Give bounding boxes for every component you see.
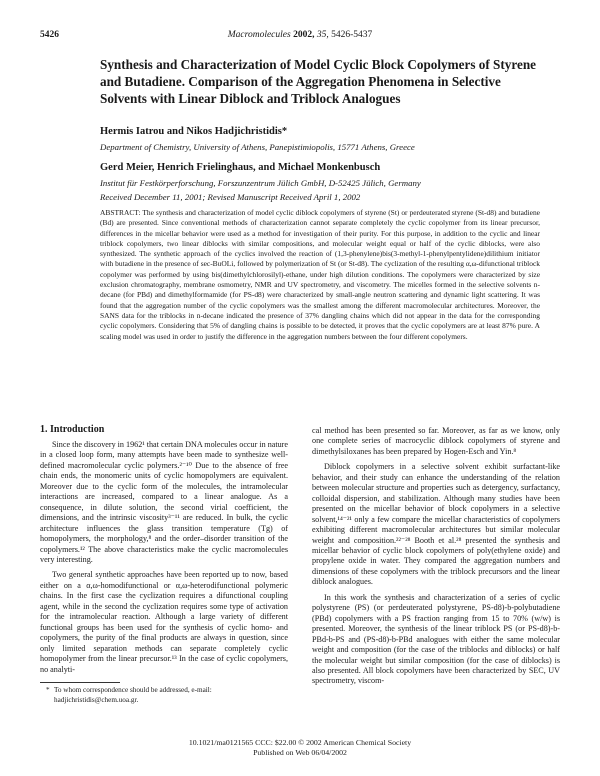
journal-citation bbox=[40, 30, 560, 40]
abstract bbox=[100, 208, 540, 342]
intro-paragraph-4: In this work the synthesis and characterization of a series of cyclic polystyrene (PS) (or perdeuterated polystyrene, PS-d8)-b-polybutadiene (PBd) copolymers with a PS fraction ranging from 15 to 70% (w/w) is presented. Moreover, the synthesis of the linear triblock PS (or PS-d8)-b-PBd-b-PS and (PS-d8)-b-PBd analogues with either the same molecular weight and composition (for the case of the triblocks and diblocks) or half the molecular weight but similar composition (for the case of diblocks) is also presented. All block copolymers have been characterized by SEC, UV spectrometry, viscom- bbox=[312, 592, 560, 686]
authors-group-1: Hermis Iatrou and Nikos Hadjichristidis* bbox=[100, 126, 288, 137]
journal-year: 2002, bbox=[293, 30, 315, 40]
journal-volume: 35, bbox=[316, 30, 329, 40]
abstract-text: ABSTRACT: The synthesis and characterization of model cyclic diblock copolymers of styrene (St) or perdeuterated styrene (St-d8) and butadiene (Bd) are presented. Since conventional methods of characterization cannot separate completely the cyclic copolymer from its linear precursor, differences in the micellar behavior were used as a method for investigation of their purity. For this purpose, in addition to the cyclic and linear triblock copolymers, two linear diblocks with similar compositions, and molecular weight equal or half of the cyclic diblocks, were also synthesized. The synthetic approach of the cyclics involved the reaction of (1,3-phenylene)bis(3-methyl-1-phenylpentylidene)dilithium initiator with butadiene in the presence of sec-BuOLi, followed by polymerization of St (or St-d8). The cyclization of the resulting α,ω-difunctional triblock copolymer was performed by using bis(dimethylchlorosilyl)-ethane, under high dilution conditions. The copolymers were characterized by size exclusion chromatography, membrane osmometry, NMR and UV spectrometry, and viscometry. The micelles formed in the selective solvents n-decane (for PBd) and dimethylformamide (for PS-d8) were characterized by small-angle neutron scattering and dynamic light scattering. It was found that the aggregation number of the cyclic copolymers was the smallest among the different macromolecular architectures. Moreover, the SANS data for the triblocks in n-decane indicated the presence of 37% dangling chains which did not appear in the data for the corresponding cyclic copolymers. Considering that 5% of dangling chains is possible to be detected, it proves that the cyclic copolymers are at least 87% pure. A scaling model was used in order to justify the difference in the aggregation numbers between the four different copolymers. bbox=[100, 208, 540, 341]
intro-paragraph-3: Diblock copolymers in a selective solvent exhibit surfactant-like behavior, and their study can enhance the understanding of the relation between molecular structure and properties such as detergency, surfactancy, colloidal dispersion, and stabilization. Although many studies have been presented on the micellar behavior of block copolymers in a selective solvent,¹⁴⁻²¹ only a few compare the micellar characteristics of copolymers exhibiting different macromolecular architectures but similar molecular weight and composition.²²⁻²⁸ Booth et al.²⁸ presented the synthesis and micellar behavior of cyclic block copolymers of poly(ethylene oxide) and propylene oxide in water. They compared the aggregation numbers and dimensions of these copolymers with the triblock precursors and the linear diblock analogues. bbox=[312, 462, 560, 587]
received-dates: Received December 11, 2001; Revised Manuscript Received April 1, 2002 bbox=[100, 192, 361, 202]
affiliation-1: Department of Chemistry, University of Athens, Panepistimiopolis, 15771 Athens, Greece bbox=[100, 142, 415, 152]
authors-group-2: Gerd Meier, Henrich Frielinghaus, and Michael Monkenbusch bbox=[100, 162, 381, 173]
intro-paragraph-2: Two general synthetic approaches have been reported up to now, based either on a α,ω-homodifunctional or α,ω-heterodifunctional polymeric chains. In the first case the cyclization requires a difunctional coupling agent, while in the second the cyclization requires some type of activation for the intramolecular reaction. Although a large variety of different functional groups has been used for the synthesis of cyclic homo- and copolymers, the purity of the final products are always in question, since only limited separation methods can separate completely cyclic homopolymer from the linear precursor.¹³ In the case of cyclic copolymers, no analyti- bbox=[40, 570, 288, 674]
intro-paragraph-1: Since the discovery in 1962¹ that certain DNA molecules occur in nature in a closed loop form, many attempts have been made to synthesize well-defined macromolecular cyclic polymers.²⁻¹⁰ Due to the absence of free chain ends, the monomeric units of cyclic homopolymers are equivalent. Moreover due to the cyclic form of the molecules, the intramolecular interactions are increased, compared to a linear analogue. As a consequence, in dilute solution, the second virial coefficient, the dimensions, and the intrinsic viscosity³⁻¹¹ are reduced. In bulk, the cyclic architecture influences the glass transition temperature (Tg) of homopolymers, the morphology,⁸ and the order–disorder transition of the copolymers.¹² The above characteristics make the cyclic macromolecules very interesting. bbox=[40, 440, 288, 564]
page-number: 5426 bbox=[40, 30, 59, 40]
doi-line: 10.1021/ma0121565 CCC: $22.00 © 2002 American Chemical Society bbox=[188, 738, 412, 747]
paper-title: Synthesis and Characterization of Model Cyclic Block Copolymers of Styrene and Butadiene. Comparison of the Aggregation Phenomena in Selective Solvents with Linear Diblock and Triblock Analogues bbox=[100, 57, 537, 106]
running-header bbox=[40, 30, 560, 44]
footnote-marker: * bbox=[46, 686, 50, 694]
affiliation-2: Institut für Festkörperforschung, Forszunzentrum Jülich GmbH, D-52425 Jülich, Germany bbox=[100, 178, 421, 188]
right-column bbox=[312, 426, 560, 687]
footnote-divider bbox=[40, 682, 120, 683]
left-column bbox=[40, 440, 288, 675]
journal-name: Macromolecules bbox=[227, 30, 291, 40]
footnote-text: To whom correspondence should be addressed, e-mail: hadjichristidis@chem.uoa.gr. bbox=[54, 686, 212, 704]
journal-pages: 5426-5437 bbox=[331, 30, 373, 40]
footnote bbox=[40, 686, 288, 705]
page-footer bbox=[0, 738, 600, 758]
publication-date: Published on Web 06/04/2002 bbox=[253, 747, 347, 757]
section-heading: 1. Introduction bbox=[40, 424, 105, 435]
intro-continuation: cal method has been presented so far. Moreover, as far as we know, only one complete series of macrocyclic diblock copolymers of styrene and dimethylsiloxanes has been prepared by Hogen-Esch and Yin.⁸ bbox=[312, 426, 560, 456]
